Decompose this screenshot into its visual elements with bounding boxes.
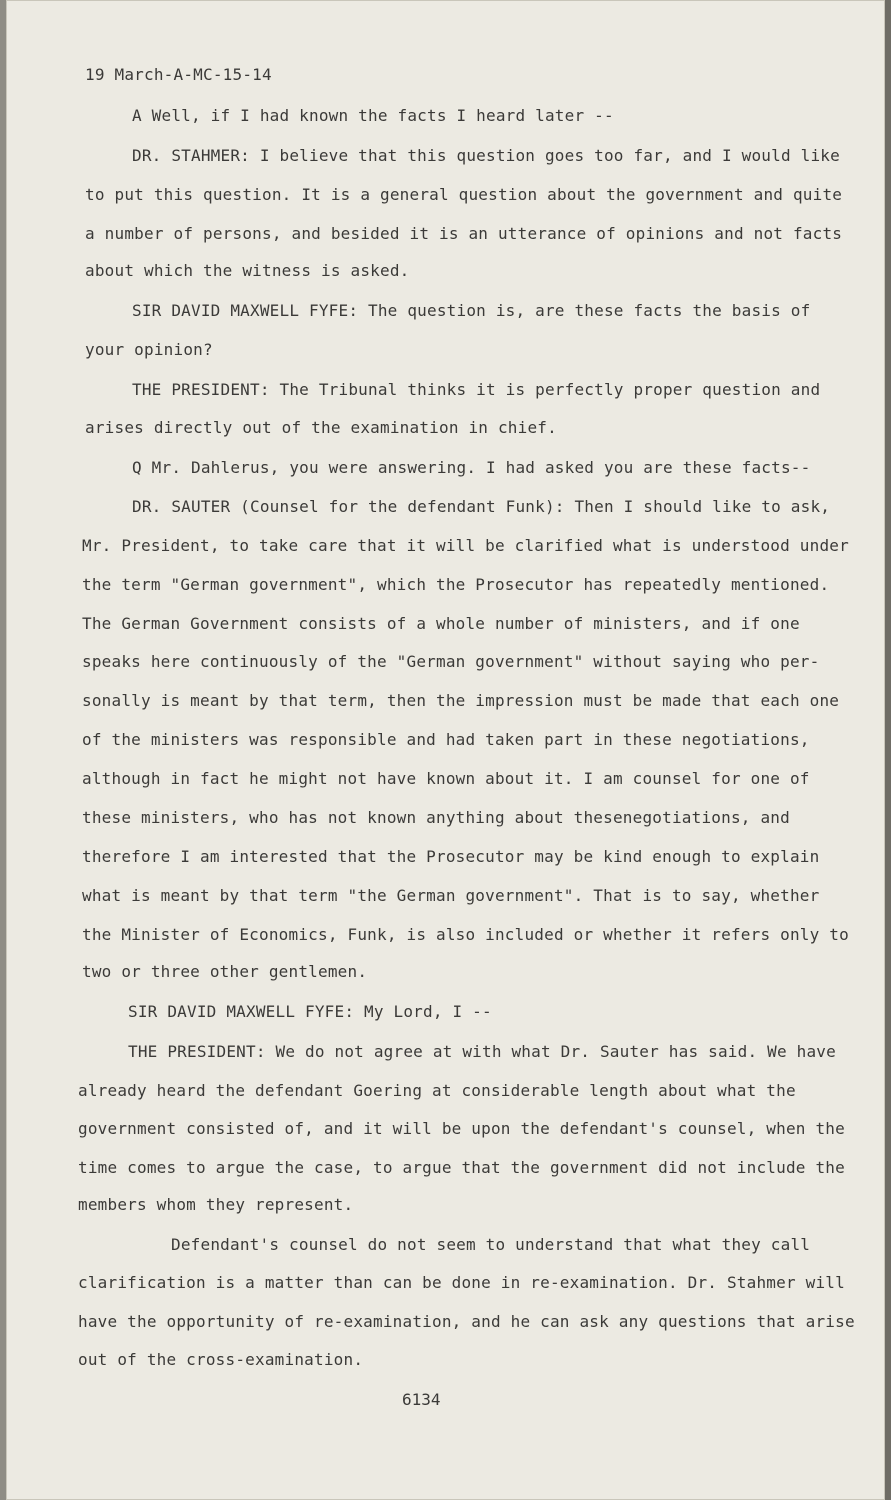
text-line: DR. SAUTER (Counsel for the defendant Funk): Then I should like to ask,: [132, 497, 831, 516]
text-line: about which the witness is asked.: [85, 261, 410, 280]
text-line: although in fact he might not have known about it. I am counsel for one of: [82, 769, 810, 788]
text-line: speaks here continuously of the "German government" without saying who per-: [82, 652, 820, 671]
scan-edge-right: [885, 0, 891, 1500]
text-line: therefore I am interested that the Prosecutor may be kind enough to explain: [82, 847, 820, 866]
text-line: members whom they represent.: [78, 1195, 354, 1214]
text-line: sonally is meant by that term, then the impression must be made that each one: [82, 691, 840, 710]
text-line: the Minister of Economics, Funk, is also included or whether it refers only to: [82, 925, 849, 944]
text-line: DR. STAHMER: I believe that this question goes too far, and I would like: [132, 146, 840, 165]
text-line: SIR DAVID MAXWELL FYFE: The question is, are these facts the basis of: [132, 301, 811, 320]
text-line: The German Government consists of a whole number of ministers, and if one: [82, 614, 800, 633]
text-line: your opinion?: [85, 340, 213, 359]
text-line: out of the cross-examination.: [78, 1350, 364, 1369]
text-line: these ministers, who has not known anything about thesenegotiations, and: [82, 808, 790, 827]
page-number: 6134: [402, 1390, 441, 1409]
text-line: Defendant's counsel do not seem to understand that what they call: [171, 1235, 811, 1254]
text-line: government consisted of, and it will be upon the defendant's counsel, when the: [78, 1119, 845, 1138]
text-line: arises directly out of the examination in chief.: [85, 418, 557, 437]
document-header: 19 March-A-MC-15-14: [85, 65, 272, 84]
text-line: have the opportunity of re-examination, and he can ask any questions that arise: [78, 1312, 855, 1331]
text-line: of the ministers was responsible and had taken part in these negotiations,: [82, 730, 810, 749]
text-line: Mr. President, to take care that it will be clarified what is understood under: [82, 536, 849, 555]
text-line: already heard the defendant Goering at considerable length about what the: [78, 1081, 796, 1100]
text-line: what is meant by that term "the German government". That is to say, whether: [82, 886, 820, 905]
text-line: A Well, if I had known the facts I heard later --: [132, 106, 614, 125]
text-line: time comes to argue the case, to argue that the government did not include the: [78, 1158, 845, 1177]
text-line: two or three other gentlemen.: [82, 962, 368, 981]
text-line: THE PRESIDENT: We do not agree at with what Dr. Sauter has said. We have: [128, 1042, 836, 1061]
text-line: Q Mr. Dahlerus, you were answering. I had asked you are these facts--: [132, 458, 811, 477]
text-line: clarification is a matter than can be done in re-examination. Dr. Stahmer will: [78, 1273, 845, 1292]
document-page: [6, 0, 885, 1500]
text-line: the term "German government", which the Prosecutor has repeatedly mentioned.: [82, 575, 830, 594]
text-line: THE PRESIDENT: The Tribunal thinks it is perfectly proper question and: [132, 380, 821, 399]
text-line: SIR DAVID MAXWELL FYFE: My Lord, I --: [128, 1002, 492, 1021]
text-line: a number of persons, and besided it is an utterance of opinions and not facts: [85, 224, 843, 243]
text-line: to put this question. It is a general question about the government and quite: [85, 185, 843, 204]
